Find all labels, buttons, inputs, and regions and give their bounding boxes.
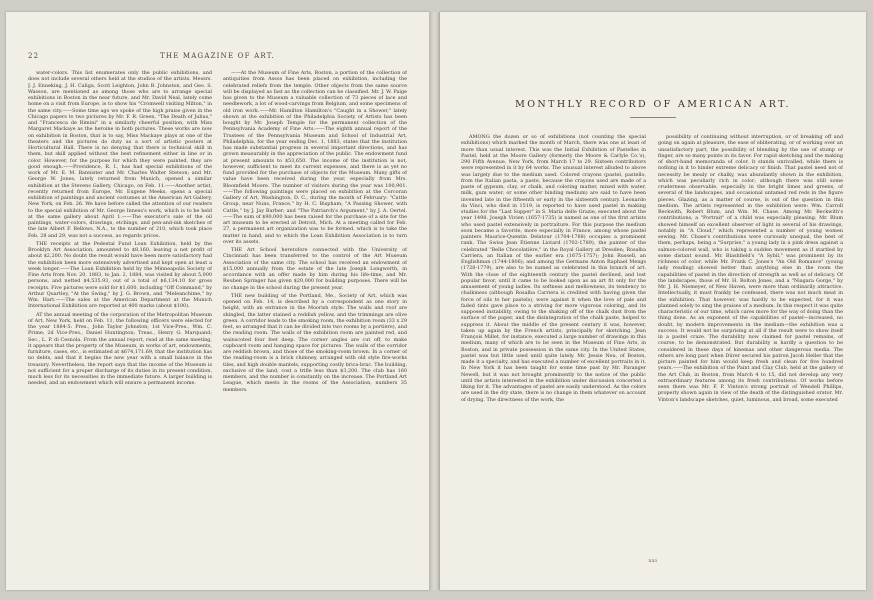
left-column-1 bbox=[28, 70, 212, 575]
paragraph: AT the annual meeting of the corporation of the Metropolitan Museum of Art, New York, held on Feb. 11, the following officers were elected for the year 1884-5: Pres., John Taylor Johnston; 1st Vice-Pres., Wm. C. Prime; 2d Vice-Pres., Daniel Huntington; Treas., Henry G. Marquand; Sec., L. P. di Cesnola. From the annual report, read at the same meeting, it appears that the property of the Museum, in works of art, endowments, furniture, cases, etc., is estimated at $674,171.69, that the institution has no debts, and that it begins the new year with a small balance in the treasury. Nevertheless, the report says that the income of the Museum is not sufficient for a proper discharge of its duties in its present condition, much less for its necessities in the immediate future. A larger building is needed, and an endowment which will ensure a permanent income. bbox=[28, 311, 212, 387]
paragraph: ——At the Museum of Fine Arts, Boston, a portion of the collection of antiquities from Assos has been placed on exhibition, including the celebrated reliefs from the temple. Other objects from the same source will be displayed as fast as the collection can be classified. Mr. J. W. Paige has given to the Museum a valuable collection of 73 pieces of lace and needlework, a lot of wood-carvings from Belgium, and some specimens of old iron work.——Mr. Hamilton Hamilton's "Caught in a Shower," lately shown at the exhibition of the Philadelphia Society of Artists has been bought by Mr. Joseph Temple for the permanent collection of the Pennsylvania Academy of Fine Arts.——The eighth annual report of the Trustees of the Pennsylvania Museum and School of Industrial Art, Philadelphia, for the year ending Dec. 1, 1883, states that the institution has made substantial progress in several important directions, and has grown measurably in the appreciation of the public. The endowment fund at present amounts to $53,650. The income of the institution is not, however, sufficient to meet its current expenses, and there is as yet no fund provided for the purchase of objects for the Museum. Many gifts of value have been received during the year, especially from Mrs. Bloomfield Moore. The number of visitors during the year was 100,901.——The following paintings were placed on exhibition at the Corcoran Gallery of Art, Washington, D. C., during the month of February: "Cattle Group, near Nuns, France," by H. C. Bispham; "A Passing Shower, with Cattle," by J. Jay Barber; and "The Patriarch's Argument," by J. A. Oertel.——The sum of $90,000 has been raised for the purchase of a site for the art museum to be erected at Detroit, Mich. At a meeting called for Feb. 27, a permanent art organization was to be formed, which is to take the matter in hand, and to which the Loan Exhibition Association is to turn over its assets. bbox=[223, 70, 407, 245]
paragraph: THE Art School heretofore connected with the University of Cincinnati has been transferred to the control of the Art Museum Association of the same city. The school has received an endowment of $15,000 annually from the estate of the late Joseph Longworth, in accordance with an offer made by him during his life-time, and Mr. Reuben Springer has given $20,000 for building purposes. There will be no change in the school during the present year. bbox=[223, 247, 407, 291]
folio: 22 bbox=[28, 52, 40, 60]
section-title: MONTHLY RECORD OF AMERICAN ART. bbox=[515, 99, 791, 110]
paragraph: THE receipts at the Pedestal Fund Loan Exhibition, held by the Brooklyn Art Association, amounted to $8,160, leaving a net profit of about $2,200. No doubt the result would have been more satisfactory had the exhibition been more extensively advertised and kept open at least a week longer.——The Loan Exhibition held by the Minneapolis Society of Fine Arts from Nov. 20, 1883, to Jan. 2, 1884, was visited by about 5,000 persons, and netted $4,535.93, out of a total of $6,134.10 for gross receipts. Five pictures were sold for $1,600, including "Off Command," by Arthur Quartley, "At the Swing," by J. G. Brown, and "Meleanchime," by Wm. Hart.——The sales at the American Department at the Munich International Exhibition are reported at 400 marks (about $100). bbox=[28, 240, 212, 310]
paragraph: possibility of continuing without interruption, or of breaking off and going on again at pleasure, the ease of obliterating, or of working over an unsatisfactory part, the possibility of blending by the use of stump or finger, are so many points in its favor. For rapid sketching and the making of short-hand memoranda of color, it stands unrivalled, while there is nothing in it to hinder extreme delicacy or finish. That pastel need not of necessity be mealy or chalky, was abundantly shown in the exhibition, which was peculiarly rich in color; although there was still some cruderness observable, especially in the bright limes and greens, of several of the landscapes, and occasional untamed red reds in the figure pieces. Glazing, as a matter of course, is out of the question in this medium. The artists represented in the exhibition were: Wm. Carroll Beckwith, Robert Blum, and Wm. M. Chase. Among Mr. Beckwith's contributions, a "Portrait" of a child was especially pleasing. Mr. Blum showed himself an excellent observer of light in several of his drawings, notably in "A Cloud," which represented a number of young women sewing. Mr. Chase's contributions were curiously unequal, the best of them, perhaps, being a "Surprise," a young lady in a pink dress against a salmon-colored wall, who is taking a sudden movement as if startled by some distant sound. Mr. Blashfield's "A Sybil," was prominent by its richness of color, while Mr. Frank C. Jones's "An Old Romance" (young lady reading) showed better than anything else in the room the capabilities of pastel in the direction of strength as well as of delicacy. Of the landscapes, those of Mr. H. Bolton Jones, and a "Niagara Gorge," by Mr. J. H. Niemeyer, of New Haven, were more than ordinarily attractive. Intellectually, it must frankly be confessed, there was not much meat in the exhibition. That however, was hardly to be expected, for it was planned solely to sing the praises of a medium. In this respect it was quite characteristic of our time, which cares more for the way of doing than the thing done. As an exponent of the capabilities of pastel—increased, no doubt, by modern improvements in the medium—the exhibition was a success. It would not be surprising at all if the result were to show itself in a pastel craze. The durability now claimed for pastel remains, of course, to be demonstrated. But durability is hardly a question to be considered in these days of kinemas and other dangerous media. The others are long past when Dürer secured his patron Jacob Heller that the picture painted for him would keep fresh and clean for five hundred years.——The exhibition of the Paint and Clay Club, held at the gallery of the Art Club, in Boston, from March 4 to 15, did not develop any very extraordinary features among its fresh contributions. Of works before seen there was Mr. F. P. Vinton's strong portrait of Wendell Phillips, properly shown again in view of the death of the distinguished orator. Mr. Vinton's landscape sketches, quiet, luminous, and broad, some executed bbox=[658, 134, 843, 403]
right-column-2 bbox=[658, 134, 843, 576]
book-gutter bbox=[429, 12, 440, 590]
paragraph: water-colors. This list enumerates only the public exhibitions, and does not include several others held at the studios of the artists. Messrs. J. J. Enneking, J. H. Caliga, Scott Leighton, John B. Johnston, and Geo. S. Wasson, are mentioned as among those who are to arrange special exhibitions in Boston in the near future, and Mr. David Neal, lately come home on a visit from Europe, is to show his "Cromwell visiting Milton," in the same city.——Some time ago we spoke of the high praise given in the Chicago papers to two pictures by Mr. F. R. Green, "The Death of Julius," and "Francesca de Rimini" in a similarly cheerful position, with Miss Margaret Mackaye as the heroine in both pictures. These works are now on exhibition in Boston, that is to say, Miss Mackaye plays at one of the theaters and the pictures do duty as a sort of artistic posters at Horticultural Hall. There is no denying that there is technical skill in them, but skill applied without the best refinement either in line or in color. However, for the purpose for which they were painted, they are good enough.——Providence, R. I., has had special exhibitions of the work of Mr. E. M. Bannister and Mr. Charles Walter Stetson; and Mr. George W. Jones, lately returned from Munich, opened a similar exhibition at the Stevens Gallery, Chicago, on Feb. 11.——Another artist, recently returned from Europe, Mr. Eugene Meeks, opens a special exhibition of paintings and ancient costumes at the American Art Gallery, New York, on Feb. 26. We have before called the attention of our readers to the special exhibition of Mr. George Inness's work, which is to be held at the same gallery about April 1.——The executor's sale of the oil paintings, water-colors, drawings, etchings, and pen-and-ink sketches of the late Albert F. Bellows, N.A., to the number of 210, which took place Feb. 28 and 29, was not a success, as regards prices. bbox=[28, 70, 212, 239]
paragraph: THE new building of the Portland, Me., Society of Art, which was opened on Feb. 14, is described by a correspondent as one story in height, with an entrance in the Moorish style. The walls and roof are shingled, the latter stained a reddish yellow, and the trimmings are olive green. A corridor leads to the smoking room, the exhibition room (33 x 29 feet, so arranged that it can be divided into two rooms by a portière), and the reading room. The walls of the exhibition room are painted red, and wainscoted four feet deep. The corner angles are cut off, to make cupboard room and hanging space for pictures. The walls of the corridor are reddish brown, and those of the smoking-room brown. In a corner of the reading-room is a brick chimney, arranged with old style fire-works tiles, and high double mantels, supporting costly brica-brac. The building, exclusive of the land, cost a trifle less than $3,200. The club has 160 members, and the number is constantly on the increase. The Portland Art League, which meets in the rooms of the Association, numbers 35 members. bbox=[223, 292, 407, 393]
left-page bbox=[6, 12, 429, 590]
right-page bbox=[440, 12, 866, 590]
left-column-2 bbox=[223, 70, 407, 575]
paragraph: AMONG the dozen or so of exhibitions (not counting the special exhibitions) which marked the month of March, there was one at least of more than usual interest. This was the Initial Exhibition of Pastelles in Pastel, held at the Moore Gallery (formerly the Moore & Carlyle Co.'s), 290 Fifth Avenue, New York, from March 17 to 29. Sixteen contributors were represented in it by 64 works. The unusual interest alluded to above was largely due to the medium used. Colored crayons (pastel, pastello, from the Italian pasta, a paste, because the crayons used are made of a paste of gypsum, clay, or chalk, and coloring matter, mixed with water, milk, gum water, or some other binding medium) are said to have been invented late in the fifteenth or early in the sixteenth century. Leonardo da Vinci, who died in 1519, is reported to have used pastel in making studies for the "Last Supper" in S. Maria delle Grazie, executed about the year 1498. Joseph Vivien (1657-1735) is named as one of the first artists who used pastel extensively in portraiture. For this purpose the medium soon became a favorite, more especially in France, among whose pastel painters Maurice-Quentin Delatour (1704-1788) occupies a prominent rank. The Swiss Jean Étienne Liotard (1702-1789), the painter of the celebrated "Belle Chocolatière," in the Royal Gallery at Dresden; Rosalba Carriera, an Italian of the earlier era (1675-1757); John Russell, an Englishman (1744-1806); and among the Germans Anton Raphael Mengs (1728-1779), are also to be named as celebrated in this branch of art. With the close of the eighteenth century the pastel declined, and lost popular favor, until it came to be looked upon as an art fit only for the amusement of young ladies. Its softness and mellowness, its tendency to chalkiness (although Rosalba Carriera is credited with having given the force of oils to her pastels), were against it when the love of pale and faded tints gave place to a striving for more vigorous coloring, and its supposed instability, owing to the shaking off of the chalk dust from the surface of the paper, and the disintegration of the chalk paste, helped to suppress it. About the middle of the present century it was, however, taken up again by the French artists, principally for sketching. Jean François Millet, for instance, executed a large number of drawings in this medium, many of which are to be seen in the Museum of Fine Arts, in Boston, and in private possession in the same city. In the United States, pastel was but little used until quite lately. Mr. Jessie Neu, of Boston, made it a specialty, and has executed a number of excellent portraits in it. In New York it has been taught for some time past by Mr. Paranger Newell, but it was not brought prominently to the notice of the public until the artists interested in the exhibition under discussion concerted a liking for it. The advantages of pastel are easily understood. As the colors are used in the dry state, there is no change in them whatever on account of drying. The directness of the work, the bbox=[461, 134, 646, 403]
running-title: THE MAGAZINE OF ART. bbox=[160, 52, 275, 60]
right-column-1 bbox=[461, 134, 646, 576]
page-number: xxi bbox=[648, 558, 658, 564]
title-rule bbox=[630, 117, 676, 118]
